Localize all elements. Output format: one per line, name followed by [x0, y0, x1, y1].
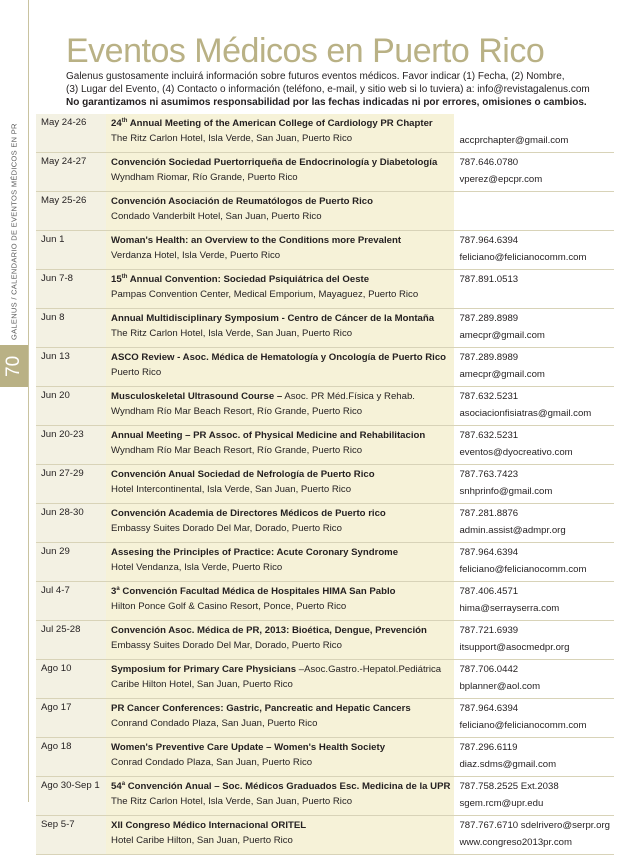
event-name-text: Convención Academia de Directores Médicos de Puerto rico: [111, 508, 386, 519]
event-name-text: Annual Convention: Sociedad Psiquiátrica del Oeste: [127, 274, 370, 285]
event-name: [111, 468, 450, 481]
contact-email: diaz.sdms@gmail.com: [459, 759, 557, 770]
event-row: [36, 543, 614, 582]
event-cell: [106, 426, 454, 465]
event-venue: Wyndham Río Mar Beach Resort, Río Grande, Puerto Rico: [111, 445, 363, 456]
event-date: Jun 20: [36, 387, 106, 426]
event-ordinal: 3: [111, 586, 117, 597]
event-name-text: Women's Preventive Care Update – Women's Health Society: [111, 742, 386, 753]
intro-line-2: (3) Lugar del Evento, (4) Contacto o información (teléfono, e-mail, y sitio web si lo tuviera) a: info@revistagalenus.com: [66, 84, 590, 95]
event-name-text: Convención Sociedad Puertorriqueña de Endocrinología y Diabetología: [111, 157, 438, 168]
contact-email: accprchapter@gmail.com: [459, 135, 569, 146]
event-cell: [106, 660, 454, 699]
event-name: [111, 429, 450, 442]
event-name-text: Woman's Health: an Overview to the Conditions more Prevalent: [111, 235, 402, 246]
event-name: [111, 780, 450, 793]
event-row: [36, 348, 614, 387]
contact-phone: 787.767.6710 sdelrivero@serpr.org: [459, 820, 610, 831]
event-name: [111, 819, 450, 832]
event-organizer: –Asoc.Gastro.-Hepatol.Pediátrica: [296, 664, 442, 675]
event-contact: [454, 621, 614, 660]
event-name-text: Symposium for Primary Care Physicians: [111, 664, 297, 675]
event-cell: [106, 309, 454, 348]
contact-phone: 787.891.0513: [459, 274, 519, 285]
event-date: Jun 20-23: [36, 426, 106, 465]
event-date: Ago 18: [36, 738, 106, 777]
event-name: [111, 546, 450, 559]
event-row: [36, 387, 614, 426]
event-cell: [106, 387, 454, 426]
event-date: Ago 10: [36, 660, 106, 699]
event-venue: Embassy Suites Dorado Del Mar, Dorado, Puerto Rico: [111, 523, 342, 534]
event-name-text: Annual Meeting of the American College of Cardiology PR Chapter: [127, 118, 433, 129]
event-row: [36, 114, 614, 153]
contact-email: bplanner@aol.com: [459, 681, 541, 692]
event-contact: [454, 660, 614, 699]
contact-phone: 787.721.6939: [459, 625, 519, 636]
events-table-body: [36, 114, 614, 855]
event-name: [111, 312, 450, 325]
event-date: May 24-27: [36, 153, 106, 192]
event-cell: [106, 153, 454, 192]
event-organizer: Asoc. PR Méd.Física y Rehab.: [282, 391, 415, 402]
page-title: Eventos Médicos en Puerto Rico: [66, 32, 545, 70]
contact-phone: [459, 195, 610, 209]
event-ordinal: 24: [111, 118, 122, 129]
event-venue: Verdanza Hotel, Isla Verde, Puerto Rico: [111, 250, 281, 261]
contact-phone: 787.964.6394: [459, 703, 519, 714]
event-ordinal-suffix: th: [121, 117, 128, 124]
event-name: [111, 195, 450, 208]
event-row: [36, 738, 614, 777]
event-row: [36, 660, 614, 699]
event-row: [36, 777, 614, 816]
contact-email: [459, 290, 610, 304]
contact-phone: 787.632.5231: [459, 391, 519, 402]
contact-phone: 787.406.4571: [459, 586, 519, 597]
event-row: [36, 192, 614, 231]
contact-phone: 787.646.0780: [459, 157, 519, 168]
contact-phone: 787.296.6119: [459, 742, 518, 753]
event-venue: Hotel Vendanza, Isla Verde, Puerto Rico: [111, 562, 283, 573]
event-ordinal-suffix: a: [116, 585, 120, 592]
event-contact: [454, 153, 614, 192]
sidebar-divider: [28, 0, 29, 802]
event-name-text: ASCO Review - Asoc. Médica de Hematología y Oncología de Puerto Rico: [111, 352, 447, 363]
event-row: [36, 699, 614, 738]
event-date: Jun 8: [36, 309, 106, 348]
event-venue: Conrad Condado Plaza, San Juan, Puerto Rico: [111, 757, 313, 768]
intro-line-1: Galenus gustosamente incluirá información sobre futuros eventos médicos. Favor indicar (1) Fecha, (2) Nombre,: [66, 71, 565, 82]
contact-email: amecpr@gmail.com: [459, 330, 545, 341]
event-name: [111, 117, 450, 130]
event-cell: [106, 738, 454, 777]
event-contact: [454, 582, 614, 621]
event-row: [36, 426, 614, 465]
event-contact: [454, 504, 614, 543]
event-row: [36, 153, 614, 192]
page-number: 70: [3, 355, 24, 377]
event-row: [36, 816, 614, 855]
event-venue: Wyndham Riomar, Río Grande, Puerto Rico: [111, 172, 298, 183]
event-cell: [106, 192, 454, 231]
event-venue: The Ritz Carlon Hotel, Isla Verde, San Juan, Puerto Rico: [111, 796, 353, 807]
contact-email: feliciano@felicianocomm.com: [459, 564, 587, 575]
event-contact: [454, 777, 614, 816]
contact-email: sgem.rcm@upr.edu: [459, 798, 544, 809]
contact-phone: 787.964.6394: [459, 235, 519, 246]
contact-email: www.congreso2013pr.com: [459, 837, 572, 848]
event-date: Jun 1: [36, 231, 106, 270]
event-contact: [454, 192, 614, 231]
event-name: [111, 624, 450, 637]
event-date: May 25-26: [36, 192, 106, 231]
event-venue: Condado Vanderbilt Hotel, San Juan, Puerto Rico: [111, 211, 322, 222]
event-venue: Caribe Hilton Hotel, San Juan, Puerto Rico: [111, 679, 293, 690]
contact-phone: 787.289.8989: [459, 352, 519, 363]
event-date: Jun 28-30: [36, 504, 106, 543]
contact-phone: 787.289.8989: [459, 313, 519, 324]
event-row: [36, 309, 614, 348]
contact-phone: 787.281.8876: [459, 508, 519, 519]
event-contact: [454, 348, 614, 387]
contact-email: admin.assist@admpr.org: [459, 525, 566, 536]
event-row: [36, 504, 614, 543]
event-name: [111, 273, 450, 286]
running-head: GALENUS / CALENDARIO DE EVENTOS MÉDICOS EN PR: [9, 123, 19, 340]
event-name-text: Annual Meeting – PR Assoc. of Physical Medicine and Rehabilitacion: [111, 430, 426, 441]
contact-phone: 787.706.0442: [459, 664, 519, 675]
event-date: Sep 5-7: [36, 816, 106, 855]
event-name: [111, 351, 450, 364]
event-name-text: Assesing the Principles of Practice: Acute Coronary Syndrome: [111, 547, 399, 558]
event-contact: [454, 270, 614, 309]
event-venue: Wyndham Río Mar Beach Resort, Río Grande, Puerto Rico: [111, 406, 363, 417]
event-name-text: Convención Asoc. Médica de PR, 2013: Bioética, Dengue, Prevención: [111, 625, 427, 636]
event-name: [111, 390, 450, 403]
event-venue: Conrand Condado Plaza, San Juan, Puerto Rico: [111, 718, 318, 729]
event-ordinal: 54: [111, 781, 122, 792]
disclaimer: No garantizamos ni asumimos responsabilidad por las fechas indicadas ni por errores, omisiones o cambios.: [66, 97, 587, 108]
event-cell: [106, 543, 454, 582]
event-name: [111, 741, 450, 754]
contact-email: asociacionfisiatras@gmail.com: [459, 408, 592, 419]
event-contact: [454, 309, 614, 348]
event-date: Jul 4-7: [36, 582, 106, 621]
event-cell: [106, 504, 454, 543]
event-row: [36, 231, 614, 270]
event-ordinal-suffix: a: [121, 780, 126, 787]
event-name: [111, 585, 450, 598]
event-name-text: Convención Anual – Soc. Médicos Graduados Esc. Medicina de la UPR: [125, 781, 451, 792]
event-cell: [106, 348, 454, 387]
event-cell: [106, 231, 454, 270]
event-date: Ago 30-Sep 1: [36, 777, 106, 816]
contact-email: feliciano@felicianocomm.com: [459, 720, 587, 731]
event-cell: [106, 114, 454, 153]
event-cell: [106, 582, 454, 621]
event-contact: [454, 816, 614, 855]
event-cell: [106, 270, 454, 309]
event-date: May 24-26: [36, 114, 106, 153]
event-name: [111, 234, 450, 247]
event-name-text: Convención Anual Sociedad de Nefrología de Puerto Rico: [111, 469, 375, 480]
event-date: Ago 17: [36, 699, 106, 738]
event-date: Jun 13: [36, 348, 106, 387]
contact-email: feliciano@felicianocomm.com: [459, 252, 587, 263]
event-row: [36, 270, 614, 309]
contact-phone: 787.632.5231: [459, 430, 519, 441]
intro-text: [66, 70, 596, 109]
event-name-text: PR Cancer Conferences: Gastric, Pancreatic and Hepatic Cancers: [111, 703, 411, 714]
contact-email: hima@serrayserra.com: [459, 603, 560, 614]
event-cell: [106, 465, 454, 504]
event-name: [111, 663, 450, 676]
event-venue: Pampas Convention Center, Medical Emporium, Mayaguez, Puerto Rico: [111, 289, 419, 300]
event-name: [111, 156, 450, 169]
contact-phone: 787.758.2525 Ext.2038: [459, 781, 559, 792]
event-date: Jun 29: [36, 543, 106, 582]
event-name-text: Convención Facultad Médica de Hospitales HIMA San Pablo: [119, 586, 396, 597]
contact-email: [459, 212, 610, 226]
event-name: [111, 702, 450, 715]
event-row: [36, 465, 614, 504]
event-contact: [454, 738, 614, 777]
event-row: [36, 621, 614, 660]
event-contact: [454, 426, 614, 465]
contact-email: eventos@dyocreativo.com: [459, 447, 573, 458]
event-date: Jul 25-28: [36, 621, 106, 660]
event-name-text: Musculoskeletal Ultrasound Course –: [111, 391, 283, 402]
event-venue: The Ritz Carlon Hotel, Isla Verde, San Juan, Puerto Rico: [111, 328, 353, 339]
event-venue: The Ritz Carlon Hotel, Isla Verde, San Juan, Puerto Rico: [111, 133, 353, 144]
event-name-text: XII Congreso Médico Internacional ORITEL: [111, 820, 307, 831]
event-contact: [454, 387, 614, 426]
contact-email: amecpr@gmail.com: [459, 369, 545, 380]
contact-phone: 787.964.6394: [459, 547, 519, 558]
event-name-text: Annual Multidisciplinary Symposium - Centro de Cáncer de la Montaña: [111, 313, 435, 324]
event-cell: [106, 777, 454, 816]
event-cell: [106, 621, 454, 660]
contact-phone: [459, 117, 610, 131]
event-contact: [454, 465, 614, 504]
event-contact: [454, 231, 614, 270]
event-venue: Embassy Suites Dorado Del Mar, Dorado, Puerto Rico: [111, 640, 342, 651]
event-contact: [454, 114, 614, 153]
event-row: [36, 582, 614, 621]
event-venue: Puerto Rico: [111, 367, 162, 378]
event-ordinal-suffix: th: [121, 273, 128, 280]
event-venue: Hotel Caribe Hilton, San Juan, Puerto Rico: [111, 835, 293, 846]
event-name-text: Convención Asociación de Reumatólogos de Puerto Rico: [111, 196, 373, 207]
event-cell: [106, 816, 454, 855]
event-venue: Hilton Ponce Golf & Casino Resort, Ponce, Puerto Rico: [111, 601, 347, 612]
event-name: [111, 507, 450, 520]
event-date: Jun 7-8: [36, 270, 106, 309]
event-cell: [106, 699, 454, 738]
event-contact: [454, 543, 614, 582]
event-date: Jun 27-29: [36, 465, 106, 504]
contact-phone: 787.763.7423: [459, 469, 519, 480]
contact-email: vperez@epcpr.com: [459, 174, 543, 185]
contact-email: snhprinfo@gmail.com: [459, 486, 553, 497]
events-table: [36, 114, 614, 855]
event-contact: [454, 699, 614, 738]
contact-email: itsupport@asocmedpr.org: [459, 642, 570, 653]
event-venue: Hotel Intercontinental, Isla Verde, San Juan, Puerto Rico: [111, 484, 352, 495]
event-ordinal: 15: [111, 274, 122, 285]
